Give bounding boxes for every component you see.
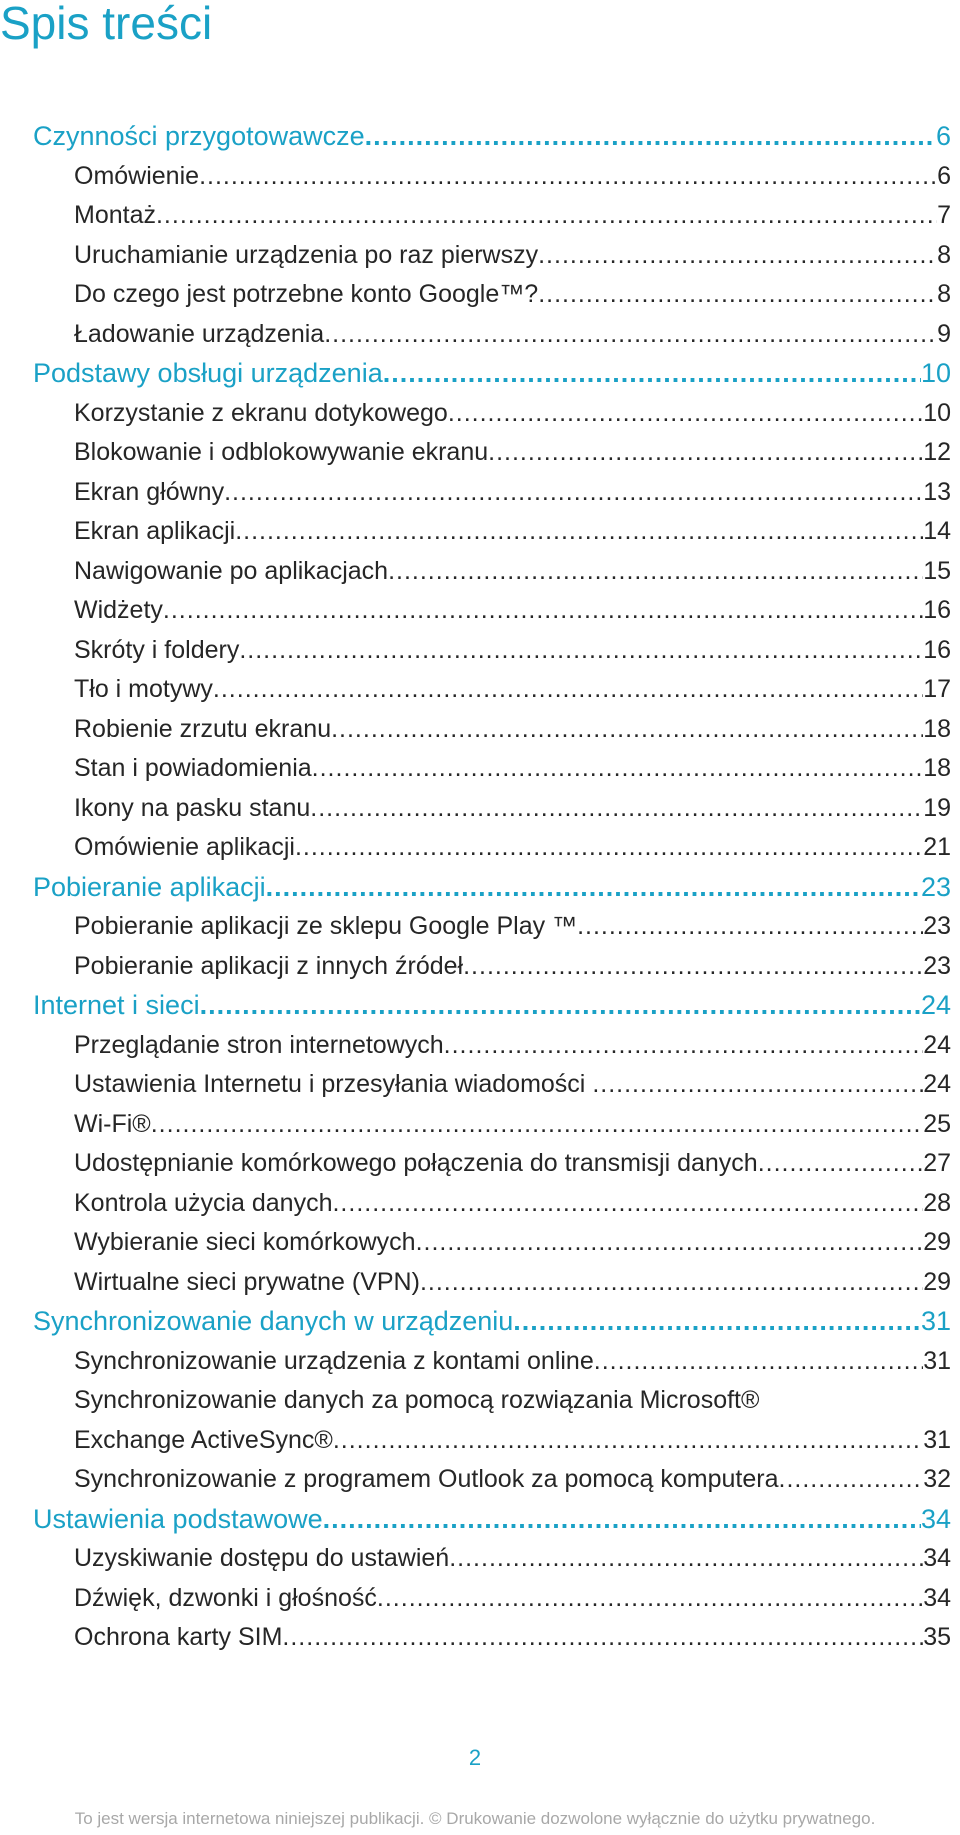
toc-chapter-title: Internet i sieci — [33, 990, 200, 1020]
toc-entry[interactable] — [33, 196, 951, 236]
toc-chapter[interactable] — [33, 986, 951, 1026]
toc-entry-title: Stan i powiadomienia — [74, 754, 312, 782]
dot-leader — [331, 710, 923, 750]
toc-page-number: 34 — [923, 1544, 951, 1572]
toc-page-number: 28 — [923, 1188, 951, 1217]
toc-page-number: 31 — [923, 1346, 951, 1375]
toc-entry-title: Widżety — [74, 596, 163, 624]
toc-page-number: 12 — [923, 438, 951, 466]
toc-entry-title: Tło i motywy — [74, 675, 213, 703]
toc-page-number: 25 — [923, 1109, 951, 1138]
toc-entry-title: Synchronizowanie z programem Outlook za pomocą komputera — [74, 1465, 779, 1493]
toc-page-number: 24 — [920, 990, 951, 1020]
toc-entry-title: Dźwięk, dzwonki i głośność — [74, 1583, 377, 1612]
toc-entry[interactable] — [33, 552, 951, 592]
toc-entry-title: Ekran aplikacji — [74, 517, 236, 545]
toc-entry[interactable] — [33, 275, 951, 315]
toc-page-number: 6 — [937, 161, 951, 190]
dot-leader — [151, 1105, 923, 1145]
toc-entry[interactable] — [33, 789, 951, 829]
toc-page-number: 6 — [935, 121, 951, 151]
toc-chapter-title: Czynności przygotowawcze — [33, 121, 365, 151]
toc-entry[interactable] — [33, 947, 951, 987]
dot-leader — [383, 354, 921, 394]
toc-entry-title: Kontrola użycia danych — [74, 1188, 333, 1217]
toc-entry-title-continued: Exchange ActiveSync® — [74, 1425, 333, 1454]
toc-entry-first-line[interactable] — [33, 1381, 951, 1421]
dot-leader — [779, 1460, 924, 1500]
dot-leader — [416, 1223, 924, 1263]
toc-chapter-title: Ustawienia podstawowe — [33, 1503, 323, 1534]
toc-entry-title: Montaż — [74, 201, 156, 229]
toc-chapter[interactable] — [33, 1500, 951, 1540]
toc-entry[interactable] — [33, 1184, 951, 1224]
toc-page-number: 32 — [923, 1465, 951, 1493]
toc-entry-title: Ekran główny — [74, 477, 225, 506]
dot-leader — [538, 275, 937, 315]
toc-page-number: 13 — [923, 477, 951, 506]
dot-leader — [310, 789, 923, 829]
toc-page-number: 8 — [937, 280, 951, 308]
dot-leader — [538, 236, 937, 276]
toc-page-number: 19 — [923, 793, 951, 822]
dot-leader — [332, 1184, 923, 1224]
toc-page-number: 24 — [923, 1030, 951, 1059]
toc-entry-title: Uzyskiwanie dostępu do ustawień — [74, 1544, 450, 1572]
toc-entry-title: Ładowanie urządzenia — [74, 319, 325, 348]
toc-entry-title: Ochrona karty SIM — [74, 1623, 283, 1651]
dot-leader — [163, 591, 923, 631]
dot-leader — [377, 1579, 923, 1619]
dot-leader — [488, 433, 923, 473]
toc-page-number: 23 — [923, 912, 951, 940]
toc-entry-title: Wi-Fi® — [74, 1109, 151, 1138]
toc-chapter-title: Podstawy obsługi urządzenia — [33, 358, 383, 388]
toc-chapter[interactable] — [33, 868, 951, 908]
toc-entry-title: Udostępnianie komórkowego połączenia do transmisji danych — [74, 1149, 758, 1177]
toc-entry-title: Blokowanie i odblokowywanie ekranu — [74, 438, 489, 466]
dot-leader — [295, 828, 923, 868]
toc-entry-title: Korzystanie z ekranu dotykowego — [74, 398, 448, 427]
page-number: 2 — [468, 1745, 482, 1770]
toc-entry[interactable] — [33, 1539, 951, 1579]
toc-page-number: 23 — [923, 951, 951, 980]
toc-page-number: 18 — [923, 754, 951, 782]
toc-page-number: 21 — [923, 833, 951, 861]
toc-entry-title: Przeglądanie stron internetowych — [74, 1030, 444, 1059]
dot-leader — [448, 394, 923, 434]
toc-page-number: 29 — [923, 1267, 951, 1296]
toc-page-number: 17 — [923, 675, 951, 703]
toc-entry[interactable] — [33, 433, 951, 473]
toc-entry-title: Omówienie — [74, 161, 200, 190]
toc-page-number: 9 — [937, 319, 951, 348]
toc-entry-title: Synchronizowanie danych za pomocą rozwiązania Microsoft® — [74, 1386, 760, 1414]
toc-page-number: 7 — [937, 201, 951, 229]
dot-leader — [156, 196, 937, 236]
dot-leader — [513, 1302, 921, 1342]
toc-entry[interactable] — [33, 1342, 951, 1382]
toc-page-number: 35 — [923, 1623, 951, 1651]
toc-entry[interactable] — [33, 512, 951, 552]
toc-entry[interactable] — [33, 473, 951, 513]
dot-leader — [592, 1065, 923, 1105]
toc-page-number: 34 — [920, 1503, 951, 1534]
toc-entry-title: Ustawienia Internetu i przesyłania wiadomości — [74, 1070, 593, 1098]
toc-page-number: 14 — [923, 517, 951, 545]
toc-entry-title: Wirtualne sieci prywatne (VPN) — [74, 1267, 420, 1296]
toc-page-number: 34 — [923, 1583, 951, 1612]
dot-leader — [200, 986, 921, 1026]
toc-entry[interactable] — [33, 1263, 951, 1303]
toc-page-number: 23 — [920, 871, 951, 902]
toc-entry[interactable] — [33, 1421, 951, 1461]
page-title: Spis treści — [0, 0, 213, 49]
toc-chapter[interactable] — [33, 354, 951, 394]
toc-chapter[interactable] — [33, 117, 951, 157]
dot-leader — [282, 1618, 923, 1658]
dot-leader — [323, 1500, 921, 1540]
dot-leader — [224, 473, 923, 513]
dot-leader — [199, 157, 937, 197]
toc-page-number: 18 — [923, 714, 951, 743]
toc-page-number: 15 — [923, 556, 951, 585]
toc-page-number: 16 — [923, 596, 951, 624]
dot-leader — [594, 1342, 923, 1382]
dot-leader — [333, 1421, 923, 1461]
toc-entry[interactable] — [33, 749, 951, 789]
toc-chapter-title: Pobieranie aplikacji — [33, 871, 266, 902]
dot-leader — [213, 670, 923, 710]
dot-leader — [312, 749, 924, 789]
toc-entry-title: Synchronizowanie urządzenia z kontami online — [74, 1346, 594, 1375]
toc-entry[interactable] — [33, 1223, 951, 1263]
toc-entry-title: Omówienie aplikacji — [74, 833, 295, 861]
footer-notice: To jest wersja internetowa niniejszej publikacji. © Drukowanie dozwolone wyłącznie do użytku prywatnego. — [74, 1809, 876, 1828]
toc-entry[interactable] — [33, 1065, 951, 1105]
toc-entry-title: Uruchamianie urządzenia po raz pierwszy — [74, 240, 539, 269]
toc-entry[interactable] — [33, 1618, 951, 1658]
toc-entry[interactable] — [33, 157, 951, 197]
toc-entry[interactable] — [33, 591, 951, 631]
toc-page-number: 31 — [923, 1425, 951, 1454]
dot-leader — [463, 947, 923, 987]
toc-entry[interactable] — [33, 236, 951, 276]
toc-page-number: 10 — [920, 358, 951, 388]
dot-leader — [239, 631, 923, 671]
toc-page-number: 16 — [923, 635, 951, 664]
toc-entry-title: Pobieranie aplikacji ze sklepu Google Play ™ — [74, 912, 578, 940]
dot-leader — [758, 1144, 923, 1184]
toc-page-number: 29 — [923, 1228, 951, 1256]
dot-leader — [235, 512, 923, 552]
toc-entry[interactable] — [33, 710, 951, 750]
toc-entry[interactable] — [33, 1144, 951, 1184]
dot-leader — [420, 1263, 923, 1303]
dot-leader — [444, 1026, 924, 1066]
dot-leader — [365, 117, 936, 157]
toc-page-number: 24 — [923, 1070, 951, 1098]
toc-page-number: 10 — [923, 398, 951, 427]
toc-page-number: 31 — [920, 1306, 951, 1336]
toc-entry[interactable] — [33, 631, 951, 671]
toc-page-number: 8 — [937, 240, 951, 269]
toc-entry[interactable] — [33, 907, 951, 947]
dot-leader — [449, 1539, 923, 1579]
toc-entry-title: Do czego jest potrzebne konto Google™? — [74, 280, 539, 308]
dot-leader — [266, 868, 921, 908]
toc-page-number: 27 — [923, 1149, 951, 1177]
table-of-contents — [33, 117, 951, 1658]
toc-entry[interactable] — [33, 1105, 951, 1145]
toc-entry[interactable] — [33, 828, 951, 868]
dot-leader — [577, 907, 923, 947]
toc-entry[interactable] — [33, 1579, 951, 1619]
dot-leader — [324, 315, 937, 355]
toc-entry[interactable] — [33, 1026, 951, 1066]
toc-entry-title: Skróty i foldery — [74, 635, 240, 664]
toc-chapter-title: Synchronizowanie danych w urządzeniu — [33, 1306, 514, 1336]
toc-entry[interactable] — [33, 315, 951, 355]
toc-entry-title: Nawigowanie po aplikacjach — [74, 556, 389, 585]
toc-entry-title: Ikony na pasku stanu — [74, 793, 311, 822]
dot-leader — [388, 552, 923, 592]
toc-entry-title: Wybieranie sieci komórkowych — [74, 1228, 416, 1256]
toc-entry[interactable] — [33, 394, 951, 434]
toc-entry[interactable] — [33, 1460, 951, 1500]
toc-entry-title: Robienie zrzutu ekranu — [74, 714, 332, 743]
toc-entry[interactable] — [33, 670, 951, 710]
toc-entry-title: Pobieranie aplikacji z innych źródeł — [74, 951, 464, 980]
toc-chapter[interactable] — [33, 1302, 951, 1342]
